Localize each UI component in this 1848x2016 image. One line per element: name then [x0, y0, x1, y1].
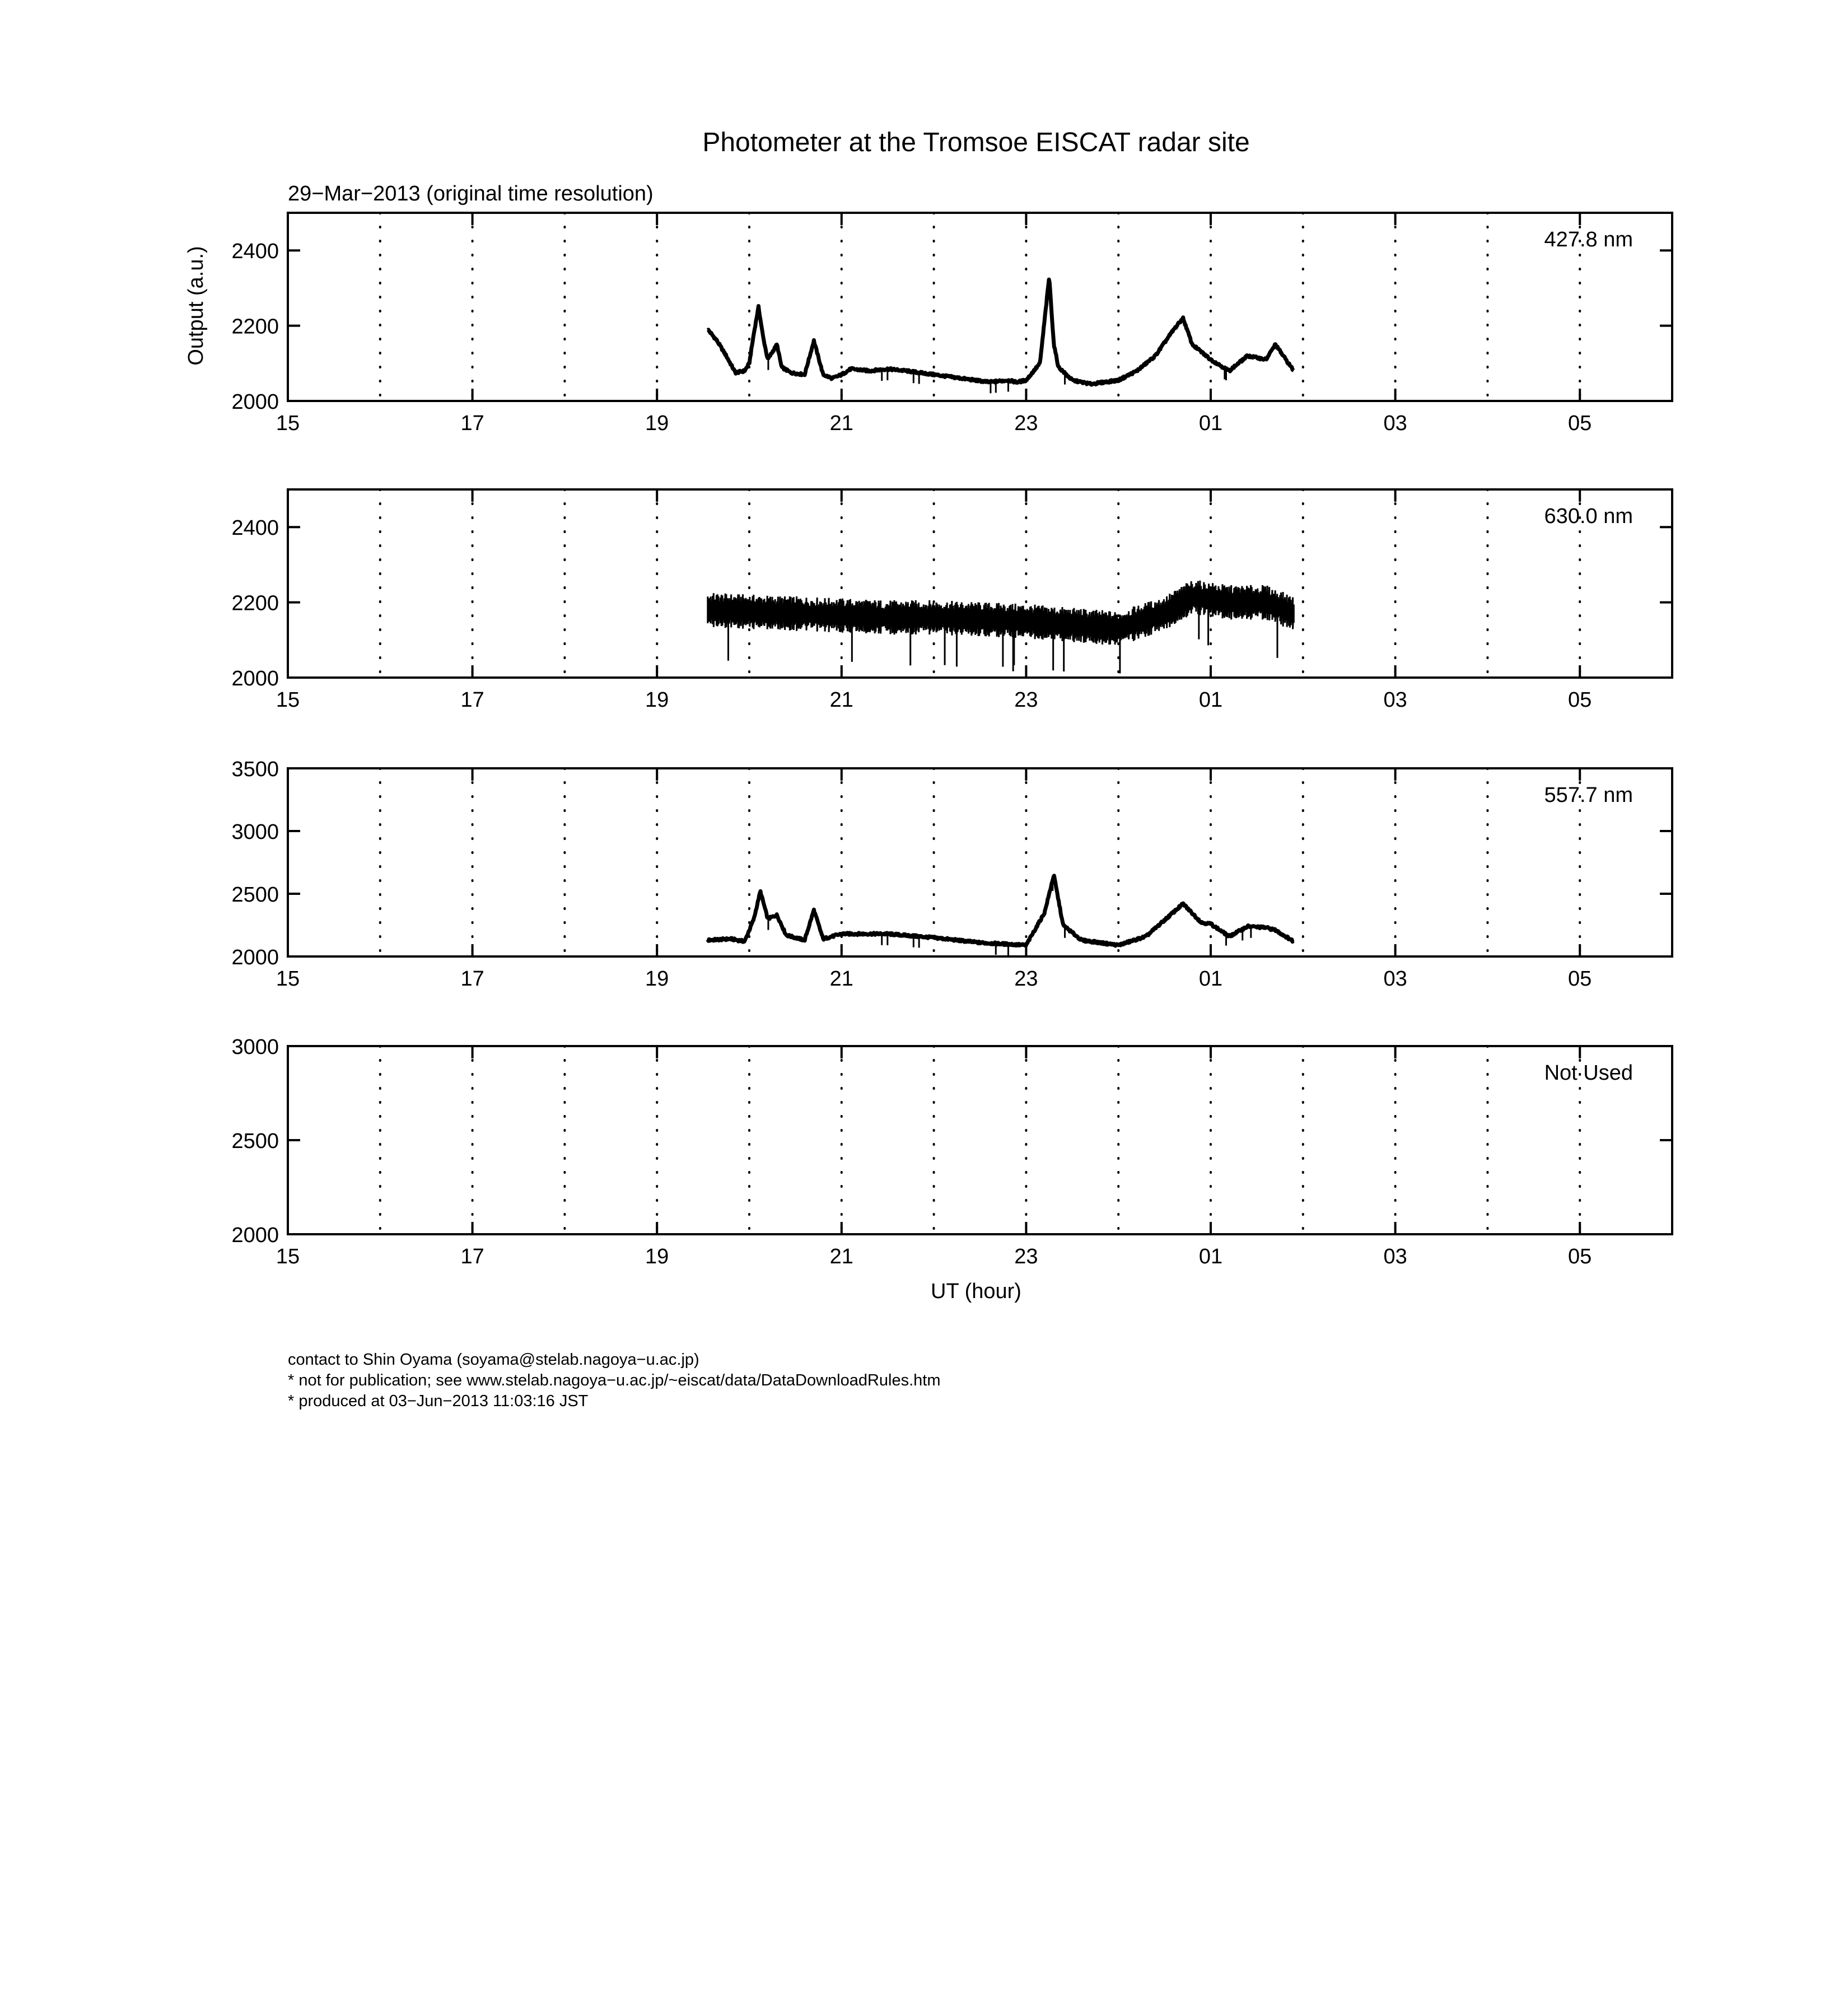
- x-tick-label: 21: [829, 1245, 853, 1268]
- y-tick-label: 2400: [231, 516, 279, 540]
- x-tick-label: 01: [1198, 1245, 1223, 1268]
- panel-3: [231, 758, 1672, 991]
- x-tick-label: 17: [460, 412, 484, 435]
- x-tick-label: 01: [1198, 967, 1223, 991]
- panel-2: [231, 489, 1672, 712]
- x-tick-label: 21: [829, 967, 853, 991]
- x-tick-label: 15: [276, 688, 300, 712]
- x-tick-label: 15: [276, 967, 300, 991]
- x-tick-label: 03: [1383, 412, 1407, 435]
- x-tick-label: 17: [460, 1245, 484, 1268]
- x-tick-label: 17: [460, 688, 484, 712]
- y-axis-label: Output (a.u.): [184, 246, 208, 366]
- footer-produced: * produced at 03−Jun−2013 11:03:16 JST: [288, 1392, 589, 1410]
- x-tick-label: 19: [645, 412, 669, 435]
- axes-box: [288, 213, 1672, 401]
- series-line: [708, 581, 1294, 645]
- axes-box: [288, 768, 1672, 956]
- channel-label: Not Used: [1544, 1061, 1633, 1085]
- channel-label: 427.8 nm: [1544, 228, 1633, 251]
- x-tick-label: 19: [645, 688, 669, 712]
- x-tick-label: 21: [829, 688, 853, 712]
- axes-box: [288, 1046, 1672, 1234]
- y-tick-label: 2200: [231, 315, 279, 339]
- y-tick-label: 2400: [231, 240, 279, 264]
- x-tick-label: 01: [1198, 412, 1223, 435]
- x-tick-label: 23: [1014, 688, 1038, 712]
- x-tick-label: 05: [1568, 688, 1592, 712]
- y-tick-label: 2000: [231, 390, 279, 414]
- panels: [231, 213, 1672, 1268]
- x-tick-label: 03: [1383, 967, 1407, 991]
- y-tick-label: 3500: [231, 758, 279, 781]
- panel-4: [231, 1035, 1672, 1268]
- footer: [288, 1350, 941, 1412]
- x-tick-label: 23: [1014, 1245, 1038, 1268]
- y-tick-label: 3000: [231, 1035, 279, 1059]
- footer-contact: contact to Shin Oyama (soyama@stelab.nagoya−u.ac.jp): [288, 1351, 699, 1369]
- series-line: [708, 279, 1294, 385]
- x-tick-label: 21: [829, 412, 853, 435]
- x-tick-label: 19: [645, 1245, 669, 1268]
- x-tick-label: 15: [276, 412, 300, 435]
- x-tick-label: 01: [1198, 688, 1223, 712]
- x-tick-label: 03: [1383, 688, 1407, 712]
- x-tick-label: 23: [1014, 412, 1038, 435]
- x-tick-label: 17: [460, 967, 484, 991]
- x-tick-label: 19: [645, 967, 669, 991]
- x-tick-label: 05: [1568, 967, 1592, 991]
- x-tick-label: 23: [1014, 967, 1038, 991]
- figure-subtitle: 29−Mar−2013 (original time resolution): [288, 182, 654, 206]
- x-tick-label: 05: [1568, 412, 1592, 435]
- channel-label: 630.0 nm: [1544, 505, 1633, 528]
- y-tick-label: 2500: [231, 1130, 279, 1153]
- x-tick-label: 15: [276, 1245, 300, 1268]
- y-tick-label: 2000: [231, 946, 279, 969]
- figure-title: Photometer at the Tromsoe EISCAT radar site: [702, 128, 1250, 157]
- panel-1: [231, 213, 1672, 435]
- y-tick-label: 2000: [231, 667, 279, 690]
- y-tick-label: 3000: [231, 820, 279, 844]
- x-axis-label: UT (hour): [931, 1280, 1021, 1303]
- y-tick-label: 2000: [231, 1224, 279, 1247]
- axes-box: [288, 489, 1672, 678]
- footer-notice: * not for publication; see www.stelab.nagoya−u.ac.jp/~eiscat/data/DataDownloadRules.htm: [288, 1371, 941, 1389]
- series-line: [708, 876, 1294, 946]
- x-tick-label: 03: [1383, 1245, 1407, 1268]
- y-tick-label: 2200: [231, 591, 279, 615]
- channel-label: 557.7 nm: [1544, 783, 1633, 807]
- y-tick-label: 2500: [231, 883, 279, 907]
- x-tick-label: 05: [1568, 1245, 1592, 1268]
